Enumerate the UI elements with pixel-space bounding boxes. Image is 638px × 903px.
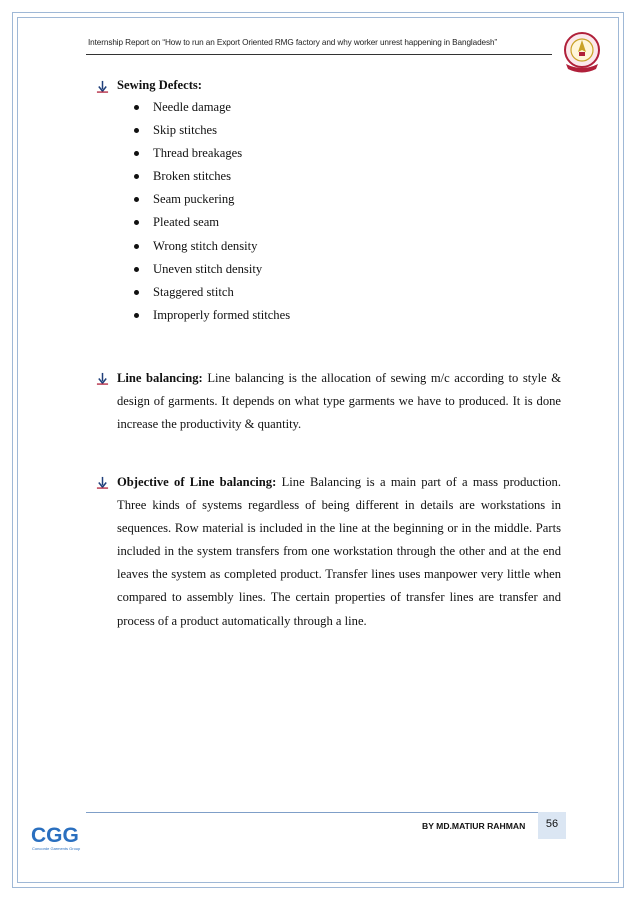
page-header: Internship Report on “How to run an Export Oriented RMG factory and why worker unrest happening in Bangladesh” bbox=[88, 38, 498, 47]
arrow-bullet-icon bbox=[96, 372, 109, 385]
list-item: Staggered stitch bbox=[96, 285, 290, 308]
line-balancing-text: Line balancing is the allocation of sewing m/c according to style & design of garments. It depends on what type garments we have to produced. It is done increase the productivity & quantity. bbox=[117, 371, 562, 432]
list-item: Wrong stitch density bbox=[96, 239, 290, 262]
list-item: Pleated seam bbox=[96, 215, 290, 238]
list-item: Needle damage bbox=[96, 100, 290, 123]
logo-caption: Concorde Garments Group bbox=[32, 846, 81, 851]
objective-term: Objective of Line balancing: bbox=[117, 475, 277, 489]
bullet-icon bbox=[134, 267, 139, 272]
line-balancing-term: Line balancing: bbox=[117, 371, 203, 385]
list-item: Thread breakages bbox=[96, 146, 290, 169]
company-logo bbox=[30, 820, 82, 852]
list-item: Skip stitches bbox=[96, 123, 290, 146]
sewing-defects-list bbox=[96, 100, 290, 331]
bullet-icon bbox=[134, 290, 139, 295]
arrow-bullet-icon bbox=[96, 476, 109, 489]
list-item: Uneven stitch density bbox=[96, 262, 290, 285]
list-item: Improperly formed stitches bbox=[96, 308, 290, 331]
bullet-icon bbox=[134, 105, 139, 110]
bullet-icon bbox=[134, 244, 139, 249]
header-divider bbox=[86, 54, 552, 55]
logo-text: CGG bbox=[31, 824, 79, 847]
line-balancing-paragraph bbox=[117, 367, 561, 436]
list-item: Seam puckering bbox=[96, 192, 290, 215]
university-crest-icon bbox=[558, 28, 606, 76]
bullet-icon bbox=[134, 197, 139, 202]
footer-author: BY MD.MATIUR RAHMAN bbox=[422, 821, 526, 831]
bullet-icon bbox=[134, 151, 139, 156]
arrow-bullet-icon bbox=[96, 80, 109, 93]
page-number: 56 bbox=[538, 812, 566, 839]
bullet-icon bbox=[134, 313, 139, 318]
objective-text: Line Balancing is a main part of a mass production. Three kinds of systems regardless of being different in details are workstations in sequences. Row material is included in the line at the beginning or in the middle. Parts included in the system transfers from one workstation through the other and at the end leaves the system as completed product. Transfer lines uses manpower very little when compared to assembly lines. The certain properties of transfer lines are transfer and process of a product automatically through a line. bbox=[117, 475, 562, 628]
bullet-icon bbox=[134, 128, 139, 133]
bullet-icon bbox=[134, 174, 139, 179]
footer-divider bbox=[86, 812, 538, 813]
objective-paragraph bbox=[117, 471, 561, 633]
bullet-icon bbox=[134, 220, 139, 225]
sewing-defects-heading: Sewing Defects: bbox=[117, 78, 202, 92]
list-item: Broken stitches bbox=[96, 169, 290, 192]
